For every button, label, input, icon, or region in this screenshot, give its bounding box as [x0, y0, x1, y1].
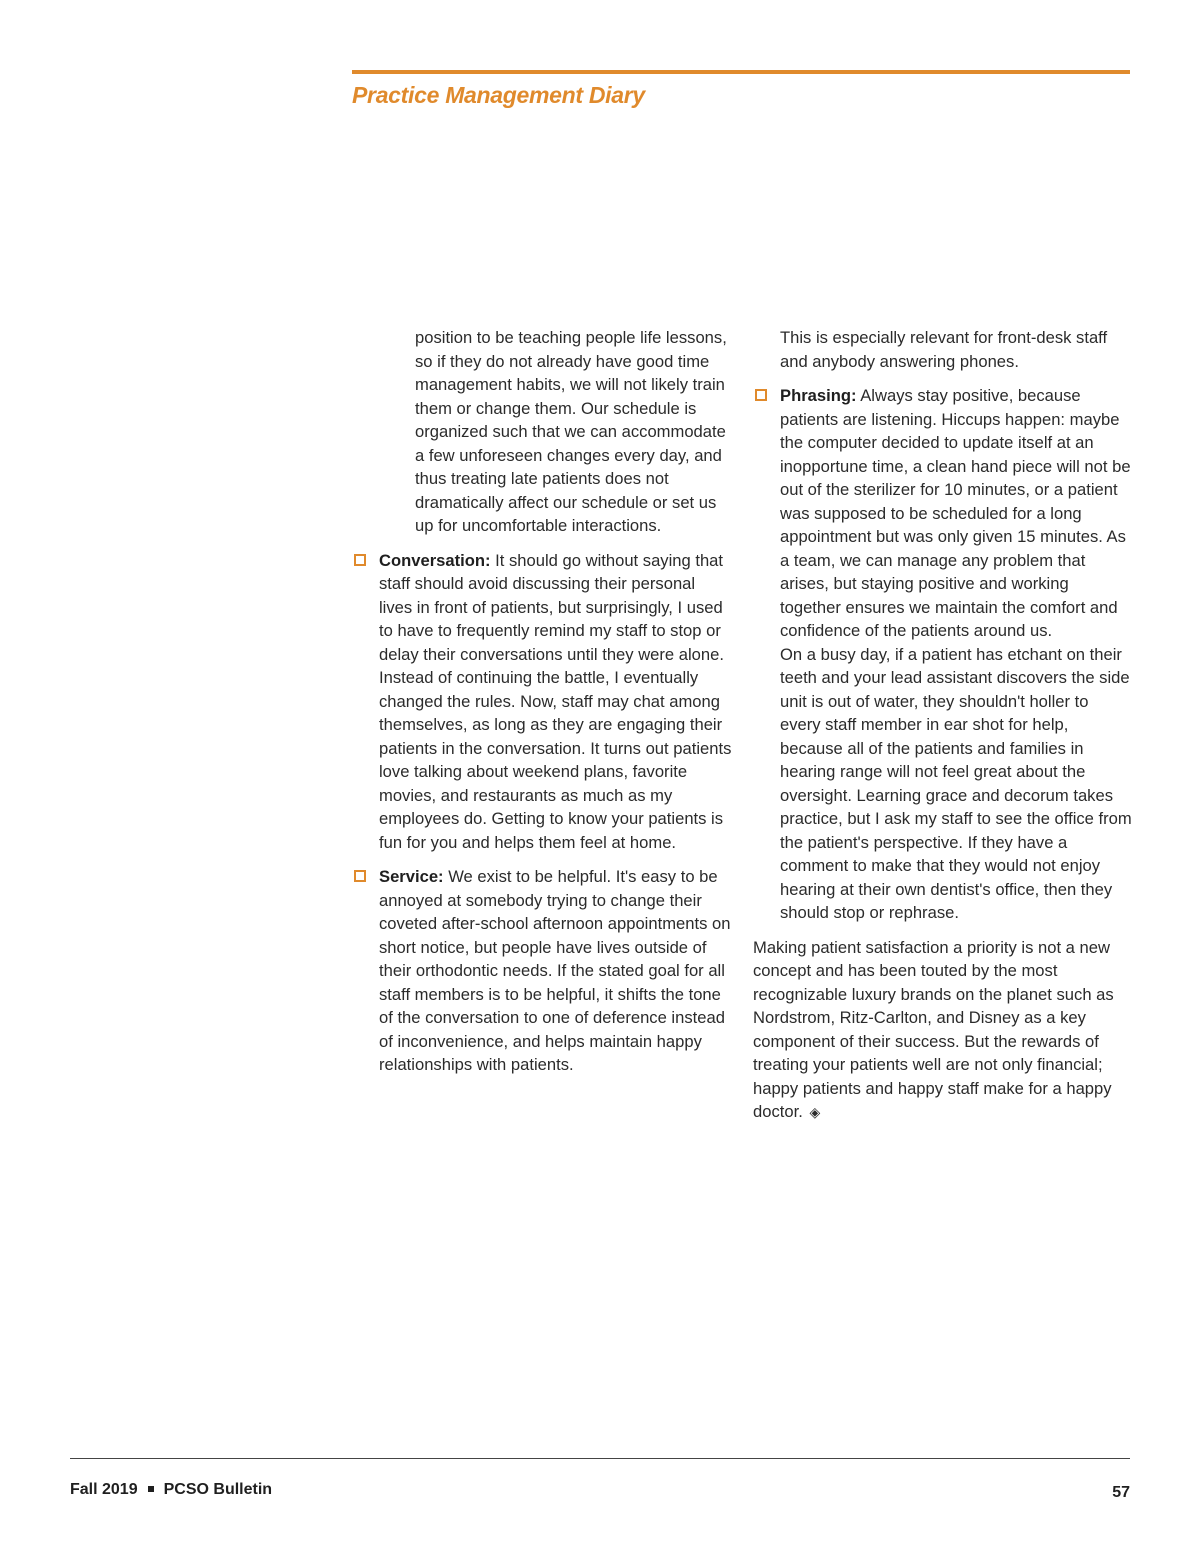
bullet-text: Always stay positive, because patients are listening. Hiccups happen: maybe the computer decided to update itself at an inopportune time, a clean hand piece will not be out of the sterilizer for 10 minutes, or a patient was supposed to be scheduled for a long appointment but was only given 15 minutes. As a team, we can manage any problem that arises, but staying positive and working together ensures we maintain the comfort and confidence of the patients around us.: [780, 386, 1131, 640]
footer-rule: [70, 1458, 1130, 1459]
bullet-service: [352, 865, 732, 1077]
bullet-phrasing: [753, 384, 1133, 925]
footer-issue: Fall 2019: [70, 1481, 138, 1498]
closing-text: Making patient satisfaction a priority is not a new concept and has been touted by the most recognizable luxury brands on the planet such as Nordstrom, Ritz-Carlton, and Disney as a key component of their success. But the rewards of treating your patients well are not only financial; happy patients and happy staff make for a happy doctor.: [753, 937, 1114, 1121]
section-title: Practice Management Diary: [352, 82, 645, 108]
left-continuation-paragraph: position to be teaching people life lessons, so if they do not already have good time management habits, we will not likely train them or change them. Our schedule is organized such that we can accommodate a few unforeseen changes every day, and thus treating late patients does not dramatically affect our schedule or set us up for uncomfortable interactions.: [415, 328, 727, 535]
footer-publication: PCSO Bulletin: [163, 1481, 273, 1498]
page-number: 57: [1112, 1484, 1130, 1501]
bullet-text-continued: On a busy day, if a patient has etchant on their teeth and your lead assistant discovers the side unit is out of water, they shouldn't holler to every staff member in ear shot for help, because all of the patients and families in hearing range will not feel great about the oversight. Learning grace and decorum takes practice, but I ask my staff to see the office from the patient's perspective. If they have a comment to make that they would not enjoy hearing at their own dentist's office, then they should stop or rephrase.: [780, 644, 1132, 922]
footer-issue-line: [70, 1481, 272, 1499]
square-separator-icon: [148, 1486, 154, 1492]
right-column: [753, 326, 1133, 1125]
bullet-conversation: [352, 549, 732, 855]
bullet-term: Phrasing:: [780, 386, 857, 405]
end-of-article-icon: ◈: [809, 1104, 821, 1120]
left-column: [352, 326, 732, 1088]
square-bullet-icon: [354, 870, 366, 882]
bullet-text: It should go without saying that staff should avoid discussing their personal lives in front of patients, but surprisingly, I used to have to frequently remind my staff to stop or delay their conversations until they were alone. Instead of continuing the battle, I eventually changed the rules. Now, staff may chat among themselves, as long as they are engaging their patients in the conversation. It turns out patients love talking about weekend plans, favorite movies, and restaurants as much as my employees do. Getting to know your patients is fun for you and helps them feel at home.: [379, 550, 732, 852]
header-rule: [352, 70, 1130, 74]
closing-paragraph: [753, 936, 1133, 1125]
square-bullet-icon: [755, 389, 767, 401]
square-bullet-icon: [354, 554, 366, 566]
bullet-term: Service:: [379, 867, 444, 886]
bullet-term: Conversation:: [379, 550, 491, 570]
right-continuation-paragraph: This is especially relevant for front-desk staff and anybody answering phones.: [780, 328, 1108, 371]
bullet-text: We exist to be helpful. It's easy to be annoyed at somebody trying to change their coveted after-school afternoon appointments on short notice, but people have lives outside of their orthodontic needs. If the stated goal for all staff members is to be helpful, it shifts the tone of the conversation to one of deference instead of inconvenience, and helps maintain happy relationships with patients.: [379, 867, 731, 1074]
